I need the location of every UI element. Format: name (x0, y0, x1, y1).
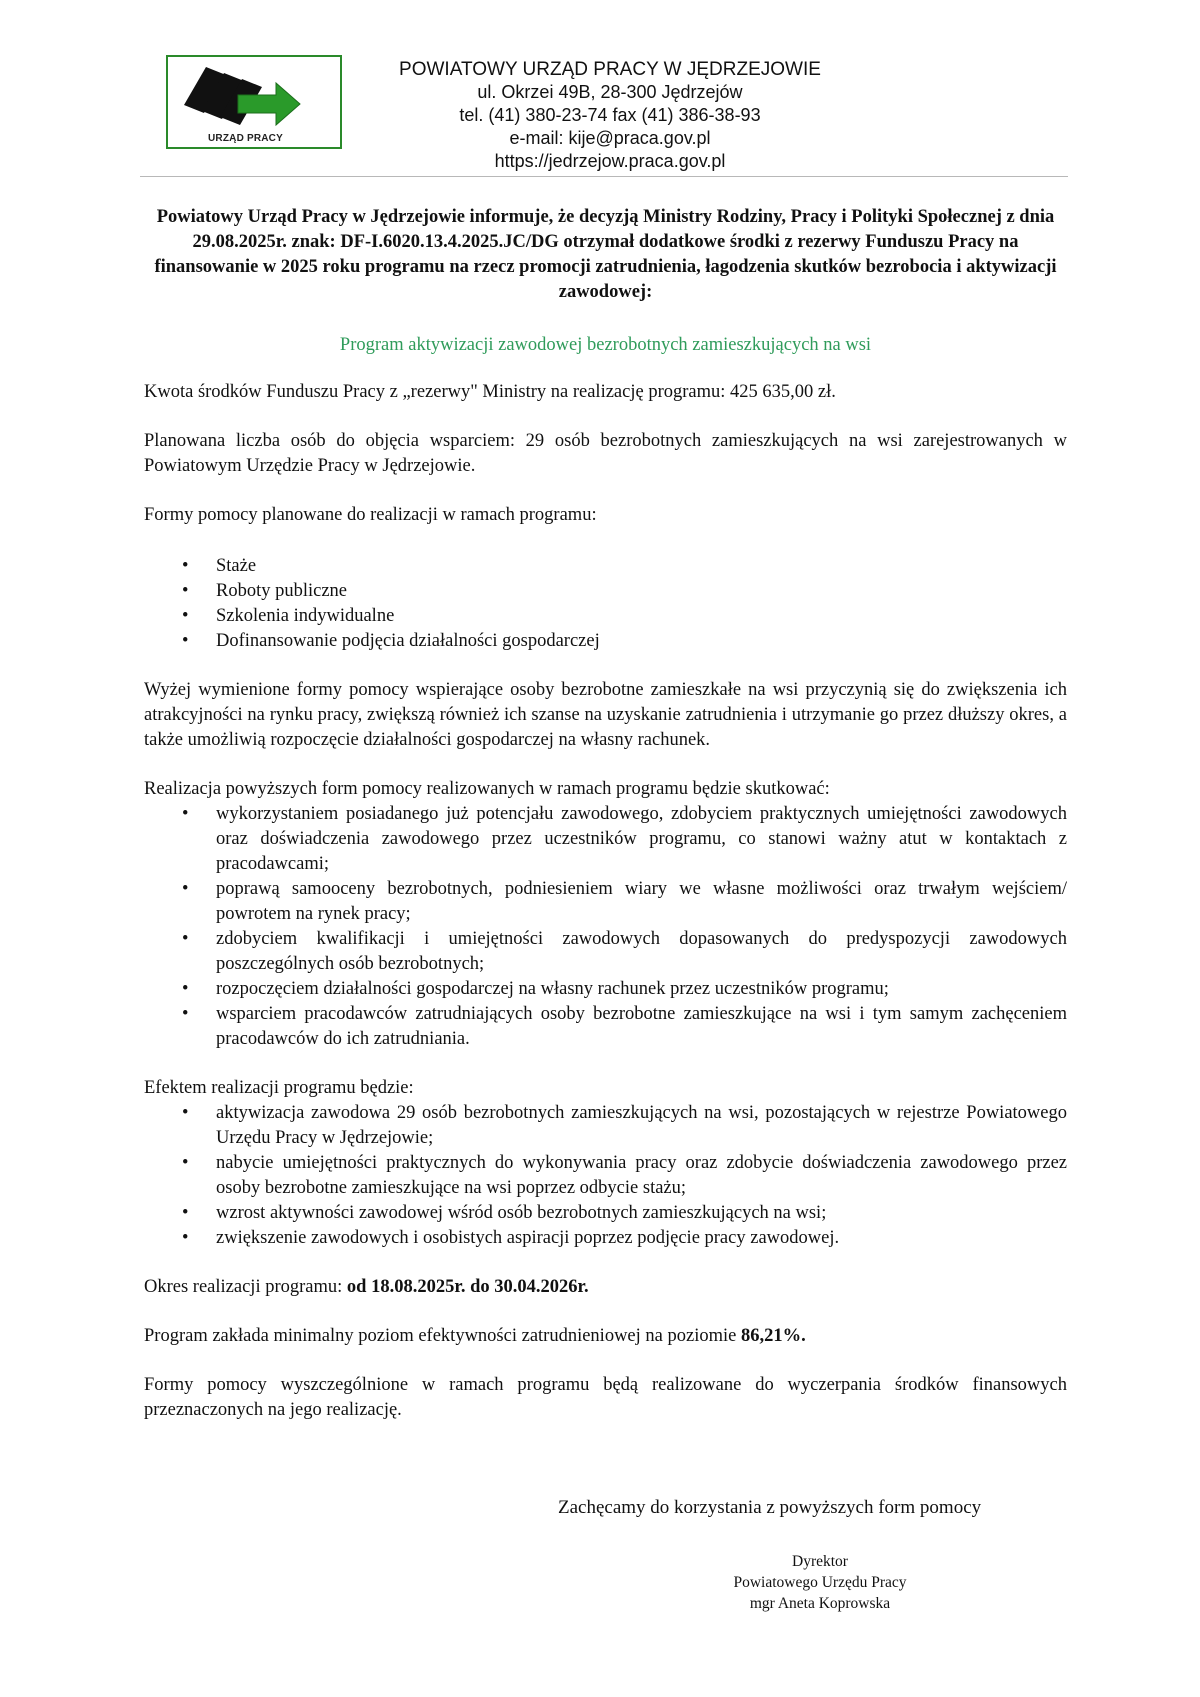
bullet-icon: • (182, 606, 189, 626)
forms-intro: Formy pomocy planowane do realizacji w ramach programu: (144, 505, 597, 525)
efficiency-paragraph: Program zakłada minimalny poziom efektywności zatrudnieniowej na poziomie 86,21%. (144, 1326, 806, 1346)
efficiency-value: 86,21%. (740, 1326, 806, 1346)
urzad-pracy-logo (166, 55, 342, 149)
results-intro: Realizacja powyższych form pomocy realizowanych w ramach programu będzie skutkować: (144, 779, 830, 799)
signature-org: Powiatowego Urzędu Pracy (733, 1574, 907, 1591)
org-website[interactable]: https://jedrzejow.praca.gov.pl (494, 151, 726, 171)
document-body (144, 205, 1067, 1423)
signature-block (700, 1551, 940, 1614)
bullet-icon: • (182, 581, 189, 601)
org-name: POWIATOWY URZĄD PRACY W JĘDRZEJOWIE (399, 59, 821, 80)
planned-people-paragraph: Planowana liczba osób do objęcia wsparciem: 29 osób bezrobotnych zamieszkujących na wsi zarejestrowanych w Powiatowym Urzędzie Pracy w Jędrzejowie. (144, 431, 1067, 476)
list-item: • poprawą samooceny bezrobotnych, podniesieniem wiary we własne możliwości oraz trwałym wejściem/ powrotem na rynek pracy; (182, 879, 1067, 924)
list-item: • rozpoczęciem działalności gospodarczej na własny rachunek przez uczestników programu; (144, 977, 1067, 1002)
period-paragraph: Okres realizacji programu: od 18.08.2025r. do 30.04.2026r. (144, 1277, 589, 1297)
closing-line: Zachęcamy do korzystania z powyższych form pomocy (558, 1497, 982, 1518)
list-item: • wykorzystaniem posiadanego już potencjału zawodowego, zdobyciem praktycznych umiejętności zawodowych oraz doświadczenia zawodowego przez uczestników programu, co stanowi ważny atut w kontaktach z pracodawcami; (182, 804, 1067, 874)
bullet-icon: • (182, 929, 189, 949)
funds-paragraph: Kwota środków Funduszu Pracy z „rezerwy" Ministry na realizację programu: 425 635,00 zł. (144, 382, 836, 402)
results-list (144, 802, 1067, 1052)
effects-intro: Efektem realizacji programu będzie: (144, 1078, 414, 1098)
logo-caption: URZĄD PRACY (208, 133, 283, 144)
list-item: • aktywizacja zawodowa 29 osób bezrobotnych zamieszkujących na wsi, pozostających w rejestrze Powiatowego Urzędu Pracy w Jędrzejowie; (182, 1103, 1067, 1148)
effects-list (144, 1101, 1067, 1251)
bullet-icon: • (182, 631, 189, 651)
bullet-icon: • (182, 1004, 189, 1024)
period-value: od 18.08.2025r. do 30.04.2026r. (346, 1277, 589, 1297)
program-title: Program aktywizacji zawodowej bezrobotnych zamieszkujących na wsi (339, 335, 872, 355)
list-item: • nabycie umiejętności praktycznych do wykonywania pracy oraz zdobycie doświadczenia zawodowego przez osoby bezrobotne zamieszkujące na wsi poprzez odbycie stażu; (182, 1153, 1067, 1198)
signature-title: Dyrektor (792, 1553, 848, 1570)
list-item: • wsparciem pracodawców zatrudniających osoby bezrobotne zamieszkujące na wsi i tym samym zachęceniem pracodawców do ich zatrudniania. (182, 1004, 1067, 1049)
availability-paragraph: Formy pomocy wyszczególnione w ramach programu będą realizowane do wyczerpania środków finansowych przeznaczonych na jego realizację. (144, 1375, 1067, 1420)
bullet-icon: • (182, 804, 189, 824)
forms-list (144, 554, 1067, 654)
signature-name: mgr Aneta Koprowska (749, 1595, 891, 1612)
forms-benefit-paragraph: Wyżej wymienione formy pomocy wspierające osoby bezrobotne zamieszkałe na wsi przyczynią się do zwiększenia ich atrakcyjności na rynku pracy, zwiększą również ich szanse na uzyskanie zatrudnienia i utrzymanie go przez dłuższy okres, a także umożliwią rozpoczęcie działalności gospodarczej na własny rachunek. (144, 680, 1067, 750)
org-address: ul. Okrzei 49B, 28-300 Jędrzejów (477, 82, 743, 102)
bullet-icon: • (182, 879, 189, 899)
bullet-icon: • (182, 1153, 189, 1173)
header-divider (140, 176, 1068, 177)
bullet-icon: • (182, 1228, 189, 1248)
letterhead (360, 58, 860, 173)
list-item: • Staże (144, 554, 1067, 579)
org-phone: tel. (41) 380-23-74 fax (41) 386-38-93 (459, 105, 761, 125)
intro-paragraph: Powiatowy Urząd Pracy w Jędrzejowie informuje, że decyzją Ministry Rodziny, Pracy i Polityki Społecznej z dnia 29.08.2025r. znak: DF-I.6020.13.4.2025.JC/DG otrzymał dodatkowe środki z rezerwy Funduszu Pracy na finansowanie w 2025 roku programu na rzecz promocji zatrudnienia, łagodzenia skutków bezrobocia i aktywizacji zawodowej: (154, 207, 1057, 302)
bullet-icon: • (182, 1103, 189, 1123)
bullet-icon: • (182, 979, 189, 999)
bullet-icon: • (182, 1203, 189, 1223)
org-email[interactable]: e-mail: kije@praca.gov.pl (509, 128, 711, 148)
list-item: • Dofinansowanie podjęcia działalności gospodarczej (144, 629, 1067, 654)
list-item: • Roboty publiczne (144, 579, 1067, 604)
bullet-icon: • (182, 556, 189, 576)
list-item: • wzrost aktywności zawodowej wśród osób bezrobotnych zamieszkujących na wsi; (144, 1201, 1067, 1226)
list-item: • Szkolenia indywidualne (144, 604, 1067, 629)
list-item: • zdobyciem kwalifikacji i umiejętności zawodowych dopasowanych do predyspozycji zawodowych poszczególnych osób bezrobotnych; (182, 929, 1067, 974)
list-item: • zwiększenie zawodowych i osobistych aspiracji poprzez podjęcie pracy zawodowej. (144, 1226, 1067, 1251)
